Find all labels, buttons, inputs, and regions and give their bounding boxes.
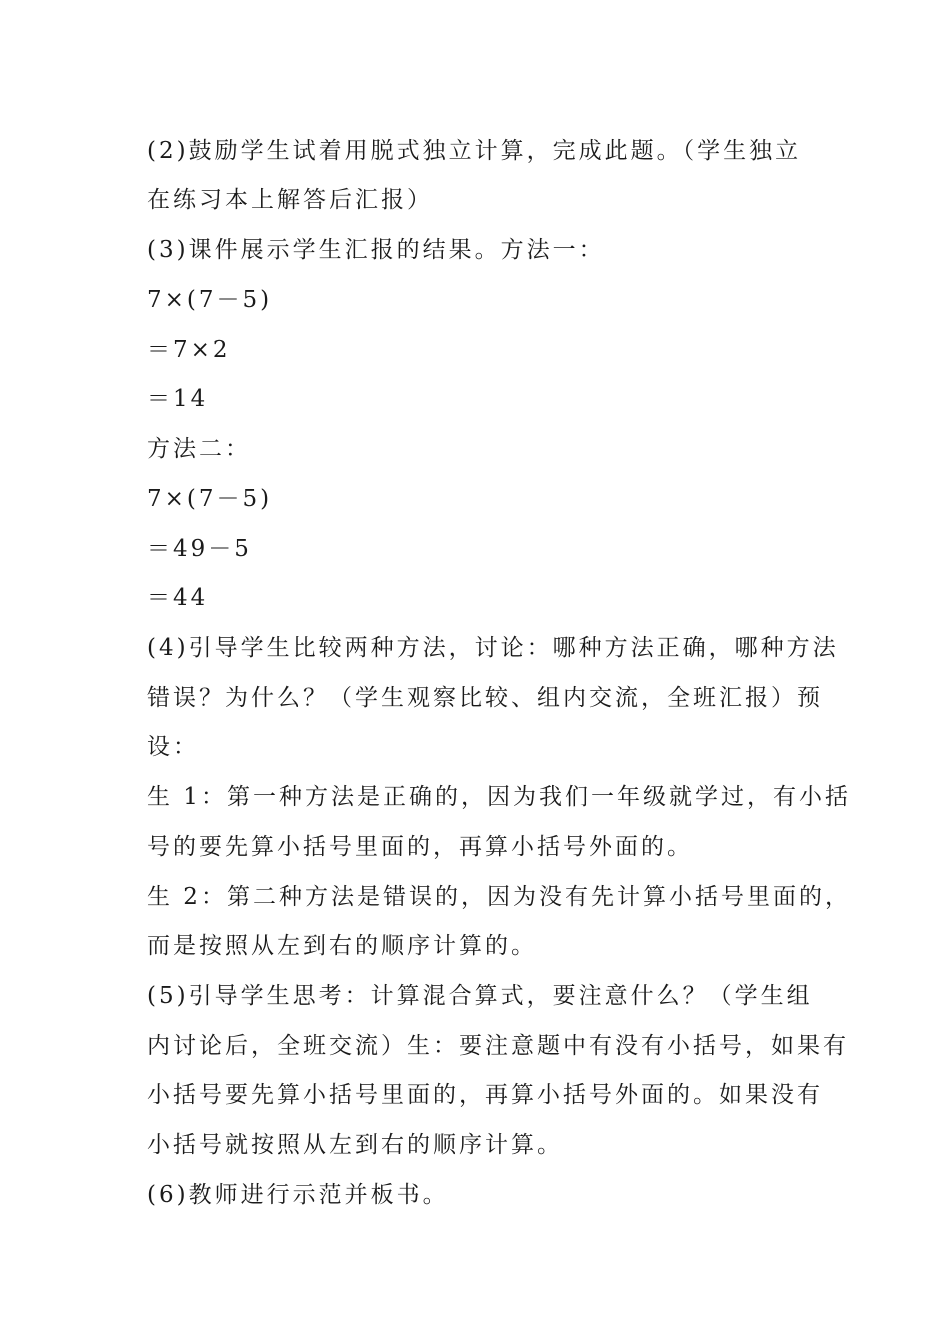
text-line: 在练习本上解答后汇报）	[147, 187, 433, 213]
text-line: ＝44	[147, 585, 209, 611]
text-line: 7×(7－5)	[147, 486, 273, 512]
text-line: ＝7×2	[147, 337, 231, 363]
text-line: 7×(7－5)	[147, 287, 273, 313]
text-line: 内讨论后，全班交流）生：要注意题中有没有小括号，如果有	[147, 1033, 849, 1059]
text-line: (5)引导学生思考：计算混合算式，要注意什么？（学生组	[147, 983, 813, 1009]
text-line: (2)鼓励学生试着用脱式独立计算，完成此题。（学生独立	[147, 138, 802, 164]
text-line: (6)教师进行示范并板书。	[147, 1182, 449, 1208]
text-line: 生 1：第一种方法是正确的，因为我们一年级就学过，有小括	[147, 784, 851, 810]
text-line: ＝14	[147, 386, 209, 412]
text-line: (3)课件展示学生汇报的结果。方法一：	[147, 237, 605, 263]
text-line: 号的要先算小括号里面的，再算小括号外面的。	[147, 834, 693, 860]
text-line: 错误？为什么？（学生观察比较、组内交流，全班汇报）预	[147, 685, 823, 711]
text-line: ＝49－5	[147, 536, 252, 562]
text-line: 小括号要先算小括号里面的，再算小括号外面的。如果没有	[147, 1082, 823, 1108]
text-line: 方法二：	[147, 436, 251, 462]
text-line: 小括号就按照从左到右的顺序计算。	[147, 1132, 563, 1158]
text-line: 设：	[147, 734, 199, 760]
text-line: 而是按照从左到右的顺序计算的。	[147, 933, 537, 959]
text-line: (4)引导学生比较两种方法，讨论：哪种方法正确，哪种方法	[147, 635, 839, 661]
text-line: 生 2：第二种方法是错误的，因为没有先计算小括号里面的，	[147, 884, 851, 910]
